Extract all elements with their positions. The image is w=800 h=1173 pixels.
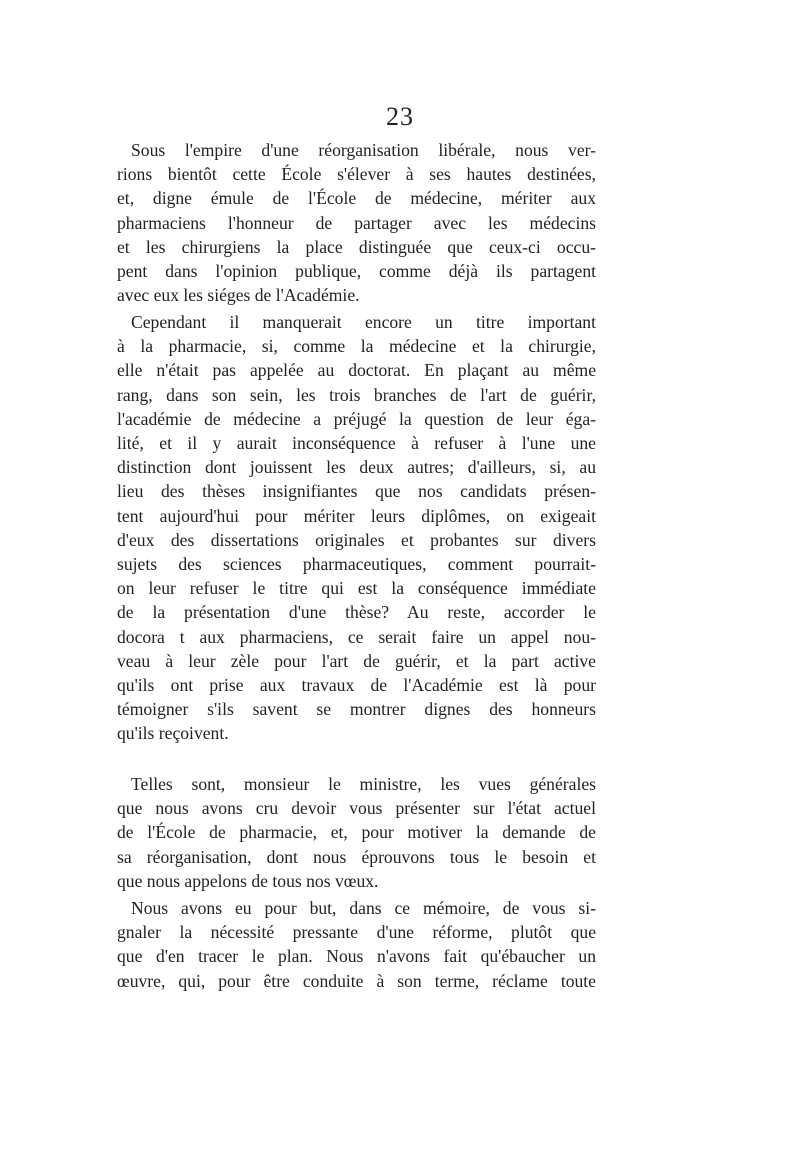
text-line: sa réorganisation, dont nous éprouvons tous le besoin et <box>117 846 596 867</box>
text-line: que nous avons cru devoir vous présenter sur l'état actuel <box>117 798 596 819</box>
text-line: distinction dont jouissent les deux autres; d'ailleurs, si, au <box>117 457 596 478</box>
paragraph-4 <box>117 896 596 993</box>
text-line: que d'en tracer le plan. Nous n'avons fait qu'ébaucher un <box>117 946 596 967</box>
text-line: qu'ils reçoivent. <box>117 723 229 744</box>
text-line: pent dans l'opinion publique, comme déjà ils partagent <box>117 261 596 282</box>
paragraph-2 <box>117 310 596 746</box>
text-line: rang, dans son sein, les trois branches de l'art de guérir, <box>117 384 596 405</box>
text-line: Nous avons eu pour but, dans ce mémoire, de vous si- <box>131 898 596 918</box>
text-line: d'eux des dissertations originales et probantes sur divers <box>117 529 596 550</box>
text-line: rions bientôt cette École s'élever à ses hautes destinées, <box>117 164 596 185</box>
text-line: lieu des thèses insignifiantes que nos candidats présen- <box>117 481 596 502</box>
text-line: elle n'était pas appelée au doctorat. En plaçant au même <box>117 360 596 381</box>
paragraph-1 <box>117 138 596 307</box>
text-line: qu'ils ont prise aux travaux de l'Académie est là pour <box>117 675 596 696</box>
text-line: et les chirurgiens la place distinguée que ceux-ci occu- <box>117 236 596 257</box>
text-line: œuvre, qui, pour être conduite à son terme, réclame toute <box>117 970 596 991</box>
page-number: 23 <box>386 102 414 131</box>
text-line: et, digne émule de l'École de médecine, mériter aux <box>117 188 596 209</box>
text-line: l'académie de médecine a préjugé la question de leur éga- <box>117 408 596 429</box>
text-line: tent aujourd'hui pour mériter leurs diplômes, on exigeait <box>117 505 596 526</box>
text-line: Telles sont, monsieur le ministre, les vues générales <box>131 774 596 794</box>
text-line: que nous appelons de tous nos vœux. <box>117 870 379 891</box>
text-line: témoigner s'ils savent se montrer dignes des honneurs <box>117 699 596 720</box>
text-line: Sous l'empire d'une réorganisation libérale, nous ver- <box>131 140 596 160</box>
text-line: de l'École de pharmacie, et, pour motiver la demande de <box>117 822 596 843</box>
text-line: Cependant il manquerait encore un titre important <box>131 312 596 332</box>
text-line: avec eux les siéges de l'Académie. <box>117 285 360 306</box>
paragraph-3 <box>117 772 596 893</box>
text-line: à la pharmacie, si, comme la médecine et la chirurgie, <box>117 336 596 357</box>
text-line: docora t aux pharmaciens, ce serait faire un appel nou- <box>117 626 596 647</box>
text-line: veau à leur zèle pour l'art de guérir, et la part active <box>117 650 596 671</box>
text-line: pharmaciens l'honneur de partager avec les médecins <box>117 212 596 233</box>
text-line: gnaler la nécessité pressante d'une réforme, plutôt que <box>117 922 596 943</box>
text-line: de la présentation d'une thèse? Au reste, accorder le <box>117 602 596 623</box>
text-line: sujets des sciences pharmaceutiques, comment pourrait- <box>117 554 596 575</box>
text-line: lité, et il y aurait inconséquence à refuser à l'une une <box>117 433 596 454</box>
text-line: on leur refuser le titre qui est la conséquence immédiate <box>117 578 596 599</box>
